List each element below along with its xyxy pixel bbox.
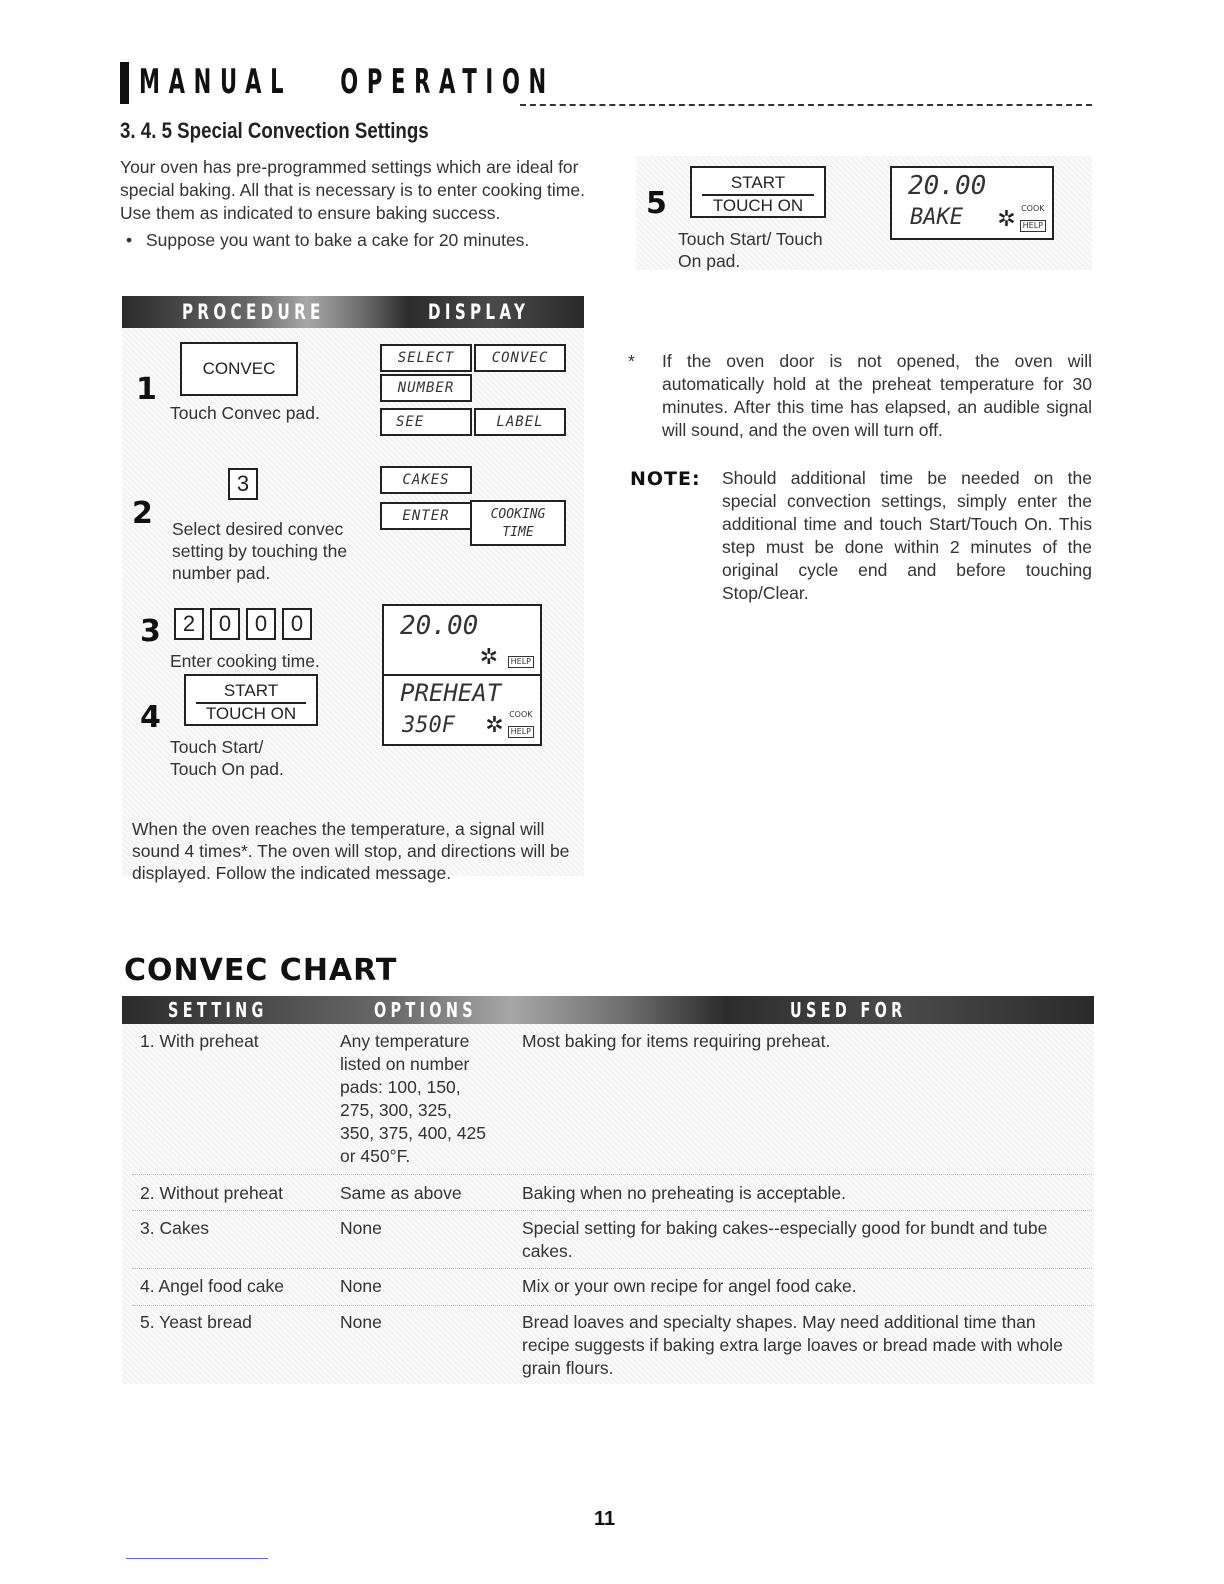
intro-text [120,156,586,252]
step-number: 5 [646,186,667,221]
row-divider [132,1268,1092,1269]
chart-cell-used-for: Mix or your own recipe for angel food cake. [522,1276,857,1296]
page-number: 11 [594,1508,616,1530]
chart-cell-options: None [340,1218,382,1238]
convec-chart-table [122,1024,1094,1384]
step-number: 2 [132,496,153,531]
display-cakes: CAKES [380,466,472,494]
chart-cell-setting: 4. Angel food cake [140,1276,284,1296]
chart-cell-options: Any temperature listed on number pads: 100, 150, 275, 300, 325, 350, 375, 400, 425 or 450°F. [340,1031,486,1166]
chart-title: CONVEC CHART [124,953,398,988]
header-dashed-rule [520,104,1092,106]
asterisk-note-text: If the oven door is not opened, the oven will automatically hold at the preheat temperature for 30 minutes. After this time has elapsed, an audible signal will sound, and the oven will turn off. [662,351,1092,440]
step-instruction-line: Touch Start/ [170,737,264,757]
row-divider [132,1305,1092,1306]
intro-bullet: • Suppose you want to bake a cake for 20 minutes. [120,229,586,252]
start-label: START [702,172,814,196]
note-text: Should additional time be needed on the special convection settings, simply enter the additional time and touch Start/Touch On. This step must be done within 2 minutes of the original cycle end and before touching Stop/Clear. [722,468,1092,603]
convec-pad: CONVEC [180,342,298,396]
display-cooking: COOKING [490,507,546,522]
step-instruction: Enter cooking time. [170,651,320,671]
number-key: 3 [228,468,258,500]
step-instruction: Select desired convec setting by touching the number pad. [172,519,348,583]
number-key: 0 [246,608,276,640]
help-indicator: HELP [508,656,534,668]
fan-icon: ✲ [997,207,1016,232]
chart-cell-used-for: Bread loaves and specialty shapes. May need additional time than recipe suggests if baking extra large loaves or bread made with whole grain flours. [522,1312,1063,1378]
chart-cell-options: Same as above [340,1183,462,1203]
display-select: SELECT [380,344,472,372]
cook-indicator: COOK [509,710,533,719]
chart-cell-setting: 2. Without preheat [140,1183,283,1203]
display-convec: CONVEC [474,344,566,372]
chart-header-setting: SETTING [168,998,268,1022]
fan-icon: ✲ [479,645,498,670]
display-time-value: 20.00 [908,171,987,201]
row-divider [132,1174,1092,1175]
display-label: LABEL [474,408,566,436]
number-key: 0 [282,608,312,640]
chart-cell-setting: 1. With preheat [140,1031,259,1051]
touch-on-label: TOUCH ON [712,196,804,215]
step-instruction-line: Touch On pad. [170,759,284,779]
footer-rule [126,1558,268,1559]
step-instruction [678,228,823,272]
row-divider [132,1210,1092,1211]
asterisk-note [628,350,1092,442]
chart-cell-used-for: Baking when no preheating is acceptable. [522,1183,846,1203]
procedure-column-header: PROCEDURE [182,300,325,324]
chart-header-used-for: USED FOR [790,998,907,1022]
cook-indicator: COOK [1021,204,1045,213]
section-title: 3. 4. 5 Special Convection Settings [120,118,429,143]
fan-icon: ✲ [485,713,504,738]
note-label: NOTE: [630,468,701,490]
display-number: NUMBER [380,374,472,402]
step-number: 3 [140,614,161,649]
chart-cell-options: None [340,1276,382,1296]
step-instruction [170,736,284,780]
display-bake [890,166,1054,240]
step-instruction-line: Touch Start/ Touch [678,229,823,249]
chart-header-options: OPTIONS [374,998,477,1022]
display-column-header: DISPLAY [428,300,530,324]
procedure-table [122,328,584,876]
display-preheat [382,674,542,746]
display-temp-text: 350F [402,713,455,738]
chart-cell-setting: 5. Yeast bread [140,1312,252,1332]
chart-cell-used-for: Most baking for items requiring preheat. [522,1031,831,1051]
start-touch-on-pad [690,166,826,218]
display-see: SEE [380,408,472,436]
touch-on-label: TOUCH ON [205,704,297,723]
display-preheat-text: PREHEAT [400,679,502,707]
page-header-title: MANUAL OPERATION [139,62,555,102]
display-time: TIME [502,525,534,540]
start-label: START [196,680,306,704]
display-cook-time [382,604,542,676]
number-key: 0 [210,608,240,640]
step-number: 4 [140,700,161,735]
number-key: 2 [174,608,204,640]
chart-cell-setting: 3. Cakes [140,1218,210,1238]
display-cooking-time [470,500,566,546]
step-instruction: Touch Convec pad. [170,403,320,423]
chart-cell-options: None [340,1312,382,1332]
table-row [122,1030,1094,1170]
display-time-value: 20.00 [400,611,479,641]
intro-paragraph: Your oven has pre-programmed settings which are ideal for special baking. All that is necessary is to enter cooking time. Use them as indicated to ensure baking success. [120,157,585,223]
display-enter: ENTER [380,502,472,530]
step-number: 1 [136,372,157,407]
procedure-header-banner [122,296,584,328]
display-bake-text: BAKE [910,205,963,230]
start-touch-on-pad [184,674,318,726]
help-indicator: HELP [1020,220,1046,232]
step-instruction-line: On pad. [678,251,741,271]
procedure-footer-text: When the oven reaches the temperature, a signal will sound 4 times*. The oven will stop, and directions will be displayed. Follow the indicated message. [132,819,570,883]
step5-panel [636,156,1092,270]
asterisk-mark: * [628,351,635,371]
header-bar [120,62,129,104]
help-indicator: HELP [508,726,534,738]
chart-header-banner [122,996,1094,1024]
chart-cell-used-for: Special setting for baking cakes--especially good for bundt and tube cakes. [522,1218,1048,1261]
